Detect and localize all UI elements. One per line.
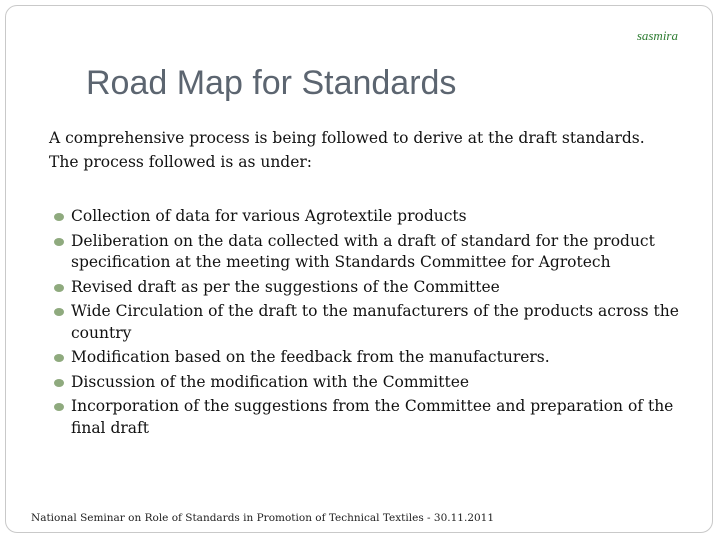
footer-text: National Seminar on Role of Standards in Promotion of Technical Textiles - 30.11.2011 (31, 512, 495, 524)
bullet-icon (54, 213, 64, 221)
bullet-text: Modification based on the feedback from the manufacturers. (71, 348, 550, 366)
bullet-item (49, 301, 689, 344)
brand-logo-text: sasmira (636, 28, 678, 43)
bullet-item (49, 396, 689, 439)
bullet-icon (54, 403, 64, 411)
bullet-icon (54, 354, 64, 362)
intro-text (49, 126, 689, 174)
bullet-item (49, 206, 689, 228)
bullet-item (49, 372, 689, 394)
bullet-icon (54, 379, 64, 387)
bullet-text: Collection of data for various Agrotextile products (71, 207, 467, 225)
bullet-text: Deliberation on the data collected with a draft of standard for the product specification at the meeting with Standards Committee for Agrotech (71, 231, 655, 271)
bullet-icon (54, 308, 64, 316)
bullet-item (49, 277, 689, 299)
bullet-list (49, 206, 689, 442)
slide-frame (5, 5, 713, 533)
intro-line-2: The process followed is as under: (49, 153, 313, 171)
bullet-icon (54, 238, 64, 246)
bullet-text: Discussion of the modification with the Committee (71, 372, 470, 391)
bullet-text: Revised draft as per the suggestions of the Committee (71, 277, 500, 296)
bullet-icon (54, 284, 64, 292)
slide-title: Road Map for Standards (86, 64, 457, 102)
bullet-item (49, 231, 689, 274)
bullet-text: Wide Circulation of the draft to the manufacturers of the products across the country (71, 302, 679, 342)
intro-line-1: A comprehensive process is being followed to derive at the draft standards. (49, 129, 645, 147)
bullet-item (49, 347, 689, 369)
bullet-text: Incorporation of the suggestions from the Committee and preparation of the final draft (71, 397, 674, 437)
